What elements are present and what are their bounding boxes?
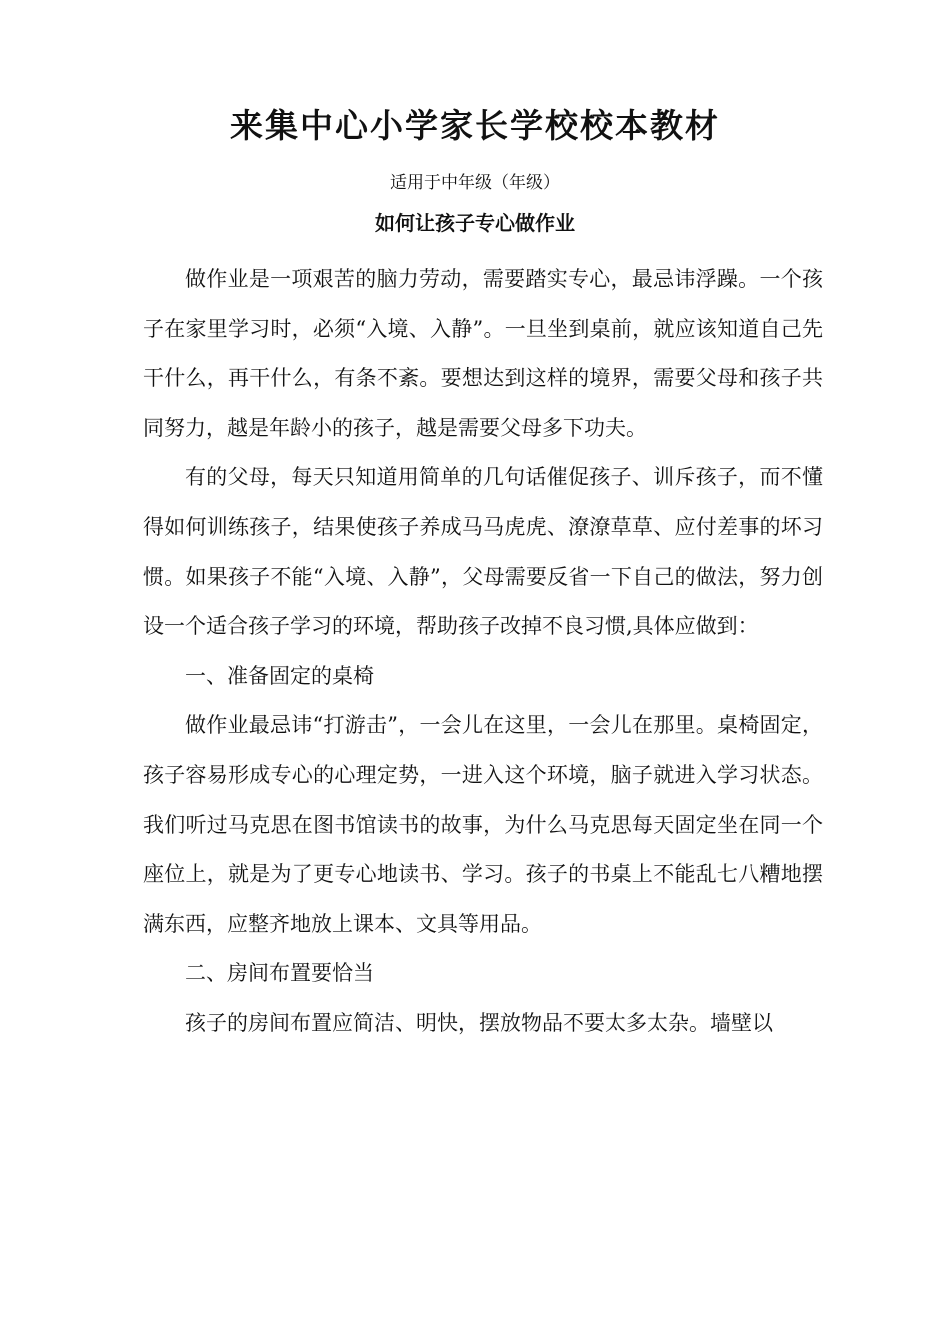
paragraph-intro: 做作业是一项艰苦的脑力劳动，需要踏实专心，最忌讳浮躁。一个孩子在家里学习时，必须“入境、入静”。一旦坐到桌前，就应该知道自己先干什么，再干什么，有条不紊。要想达到这样的境界，需要父母和孩子共同努力，越是年龄小的孩子，越是需要父母多下功夫。 <box>143 267 823 440</box>
paragraph-parents: 有的父母，每天只知道用简单的几句话催促孩子、训斥孩子，而不懂得如何训练孩子，结果使孩子养成马马虎虎、潦潦草草、应付差事的坏习惯。如果孩子不能“入境、入静”，父母需要反省一下自己的做法，努力创设一个适合孩子学习的环境，帮助孩子改掉不良习惯,具体应做到： <box>143 465 823 639</box>
paragraph-desk: 做作业最忌讳“打游击”，一会儿在这里，一会儿在那里。桌椅固定，孩子容易形成专心的心理定势，一进入这个环境，脑子就进入学习状态。我们听过马克思在图书馆读书的故事，为什么马克思每天固定坐在同一个座位上，就是为了更专心地读书、学习。孩子的书桌上不能乱七八糟地摆满东西，应整齐地放上课本、文具等用品。 <box>143 713 823 936</box>
document-subtitle: 适用于中年级（年级） <box>390 173 560 193</box>
article-body <box>143 255 823 1049</box>
article-heading: 如何让孩子专心做作业 <box>375 211 575 235</box>
section-heading-desk: 一、准备固定的桌椅 <box>185 663 374 688</box>
section-heading-room: 二、房间布置要恰当 <box>185 961 374 986</box>
paragraph-room: 孩子的房间布置应简洁、明快，摆放物品不要太多太杂。墙壁以 <box>185 1010 773 1035</box>
document-title: 来集中心小学家长学校校本教材 <box>230 106 720 145</box>
